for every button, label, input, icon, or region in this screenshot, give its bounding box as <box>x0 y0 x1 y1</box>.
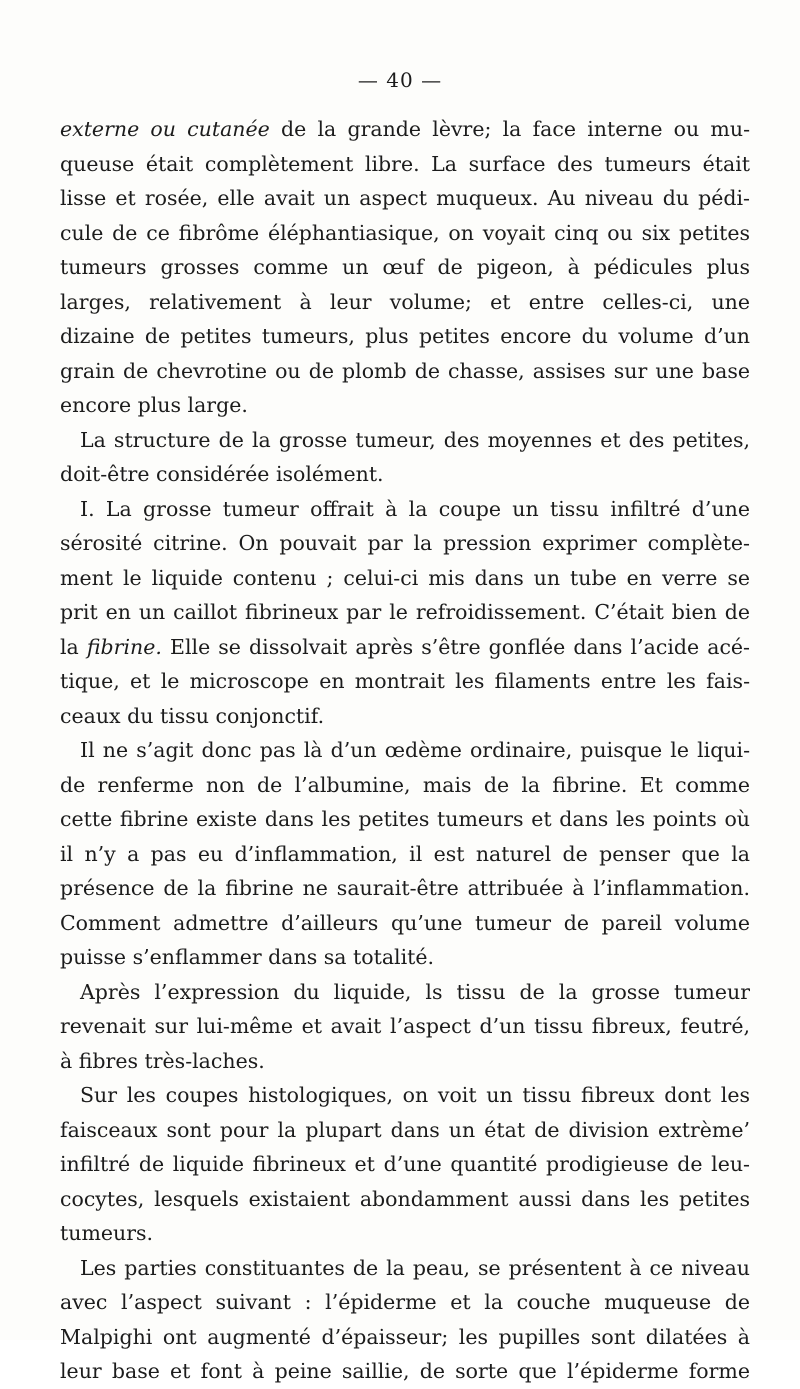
text-line: La structure de la grosse tumeur, des moyennes et des petites, <box>80 427 750 452</box>
text-line: lisse et rosée, elle avait un aspect muqueux. Au niveau du pédi- <box>60 186 750 210</box>
text-line: la fibrine. Elle se dissolvait après s’être gonflée dans l’acide acé- <box>60 634 750 659</box>
body-text <box>60 112 750 1389</box>
paragraph <box>60 112 750 423</box>
text-line: à fibres très-laches. <box>60 1048 265 1073</box>
text-line: ceaux du tissu conjonctif. <box>60 703 325 728</box>
text-line: cette fibrine existe dans les petites tumeurs et dans les points où <box>60 807 750 831</box>
text-line: Les parties constituantes de la peau, se présentent à ce niveau <box>80 1255 750 1280</box>
text-line: il n’y a pas eu d’inflammation, il est naturel de penser que la <box>60 841 750 866</box>
text-line: avec l’aspect suivant : l’épiderme et la couche muqueuse de <box>60 1290 750 1314</box>
text-line: Sur les coupes histologiques, on voit un tissu fibreux dont les <box>80 1083 750 1107</box>
text-line: cule de ce fibrôme éléphantiasique, on voyait cinq ou six petites <box>60 220 750 245</box>
text-line: dizaine de petites tumeurs, plus petites encore du volume d’un <box>60 324 750 348</box>
text-line: tumeurs. <box>60 1221 154 1245</box>
text-line: puisse s’enflammer dans sa totalité. <box>60 945 435 969</box>
text-line: ment le liquide contenu ; celui-ci mis dans un tube en verre se <box>60 565 750 590</box>
text-line: de renferme non de l’albumine, mais de la fibrine. Et comme <box>60 772 750 797</box>
paragraph <box>60 423 750 492</box>
text-line: doit-être considérée isolément. <box>60 462 384 486</box>
text-line: sérosité citrine. On pouvait par la pression exprimer complète- <box>60 531 750 555</box>
paragraph <box>60 975 750 1079</box>
text-line: Comment admettre d’ailleurs qu’une tumeur de pareil volume <box>60 910 750 935</box>
paragraph <box>60 1078 750 1251</box>
text-line: leur base et font à peine saillie, de sorte que l’épiderme forme <box>60 1359 750 1383</box>
text-line: Après l’expression du liquide, ls tissu de la grosse tumeur <box>80 979 750 1004</box>
paragraph <box>60 492 750 734</box>
text-line: larges, relativement à leur volume; et entre celles-ci, une <box>60 289 750 314</box>
text-line: encore plus large. <box>60 393 248 417</box>
paragraph <box>60 1251 750 1389</box>
text-line: Malpighi ont augmenté d’épaisseur; les pupilles sont dilatées à <box>60 1324 750 1349</box>
page-number: — 40 — <box>357 68 443 92</box>
text-line: cocytes, lesquels existaient abondamment aussi dans les petites <box>60 1186 750 1211</box>
text-line: faisceaux sont pour la plupart dans un état de division extrème’ <box>60 1117 750 1142</box>
italic-word: fibrine. <box>86 634 162 659</box>
text-line: tique, et le microscope en montrait les filaments entre les fais- <box>60 669 750 693</box>
text-line: tumeurs grosses comme un œuf de pigeon, à pédicules plus <box>60 255 750 279</box>
text-line: queuse était complètement libre. La surface des tumeurs était <box>60 151 750 176</box>
italic-phrase: externe ou cutanée <box>60 117 270 141</box>
text-line: grain de chevrotine ou de plomb de chasse, assises sur une base <box>60 358 750 383</box>
text-line: présence de la fibrine ne saurait-être attribuée à l’inflammation. <box>60 876 750 900</box>
text-line: infiltré de liquide fibrineux et d’une quantité prodigieuse de leu- <box>60 1152 750 1176</box>
paragraph <box>60 733 750 975</box>
text-line: Il ne s’agit donc pas là d’un œdème ordinaire, puisque le liqui- <box>80 738 750 762</box>
text-line: prit en un caillot fibrineux par le refroidissement. C’était bien de <box>60 600 750 624</box>
text-line: revenait sur lui-même et avait l’aspect d’un tissu fibreux, feutré, <box>60 1014 750 1038</box>
text-line: I. La grosse tumeur offrait à la coupe un tissu infiltré d’une <box>80 496 750 521</box>
text-line: externe ou cutanée de la grande lèvre; la face interne ou mu- <box>60 117 750 141</box>
